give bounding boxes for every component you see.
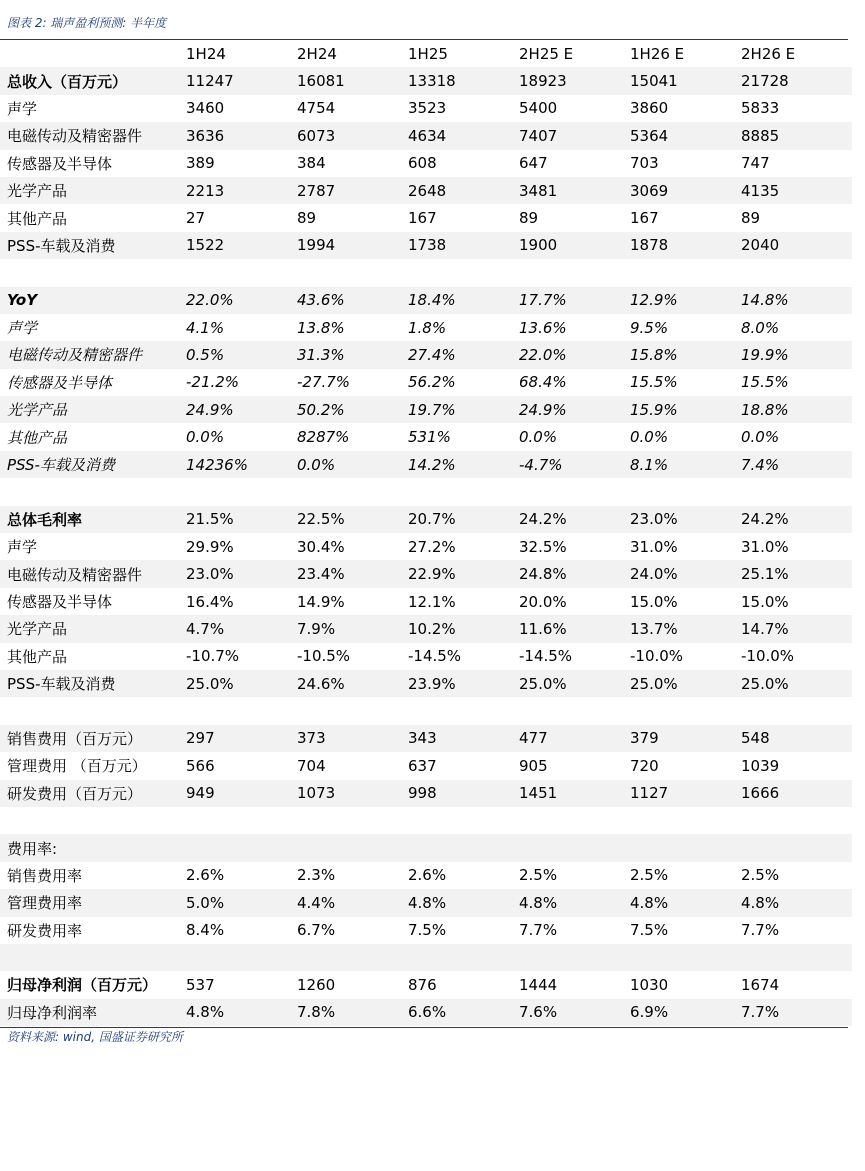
value-cell: 31.3% [297,341,408,368]
table-row [0,971,852,998]
value-cell: 56.2% [408,373,456,392]
value-cell: 0.0% [741,428,780,447]
value-cell: 6.6% [408,999,519,1026]
table-row [0,232,852,259]
value-cell: 720 [630,756,659,775]
value-cell: 389 [186,154,215,173]
table-row [0,287,852,314]
value-cell [741,697,852,724]
value-cell [630,478,741,505]
table-row [0,506,852,533]
value-cell [186,697,297,724]
value-cell: 3523 [408,99,447,118]
value-cell: 14236% [186,451,297,478]
table-row [0,834,852,861]
value-cell: 4.8% [741,889,852,916]
row-label [0,478,186,505]
value-cell [297,834,408,861]
table-row [0,177,852,204]
value-cell: 2213 [186,177,297,204]
value-cell: -4.7% [519,451,630,478]
value-cell: 4.4% [297,889,408,916]
row-label [0,807,186,834]
value-cell: 13.7% [630,615,741,642]
value-cell: 0.0% [297,451,408,478]
row-label: PSS-车载及消费 [0,451,186,478]
value-cell: 13.6% [519,318,567,337]
row-label: 电磁传动及精密器件 [0,122,186,149]
value-cell: 905 [519,756,548,775]
header-cell-2h24: 2H24 [297,44,337,63]
value-cell: 27.4% [408,341,519,368]
value-cell [519,478,630,505]
row-label: 总体毛利率 [0,506,186,533]
value-cell: 25.0% [741,670,852,697]
value-cell [630,259,741,286]
header-cell-1h26e: 1H26 E [630,44,685,63]
value-cell: 3069 [630,177,741,204]
row-label: PSS-车载及消费 [0,670,186,697]
value-cell: 25.1% [741,560,852,587]
value-cell: 1451 [519,780,630,807]
value-cell: 15.0% [741,592,789,611]
table-row [0,150,852,177]
table-row [0,725,852,752]
value-cell: 20.7% [408,506,519,533]
row-label: 研发费用（百万元） [0,780,186,807]
row-label: 光学产品 [0,615,186,642]
value-cell: 1.8% [408,318,447,337]
value-cell [519,807,630,834]
value-cell: 24.0% [630,560,741,587]
value-cell: 998 [408,780,519,807]
value-cell: 4.8% [408,889,519,916]
value-cell [297,944,408,971]
value-cell: 1039 [741,756,780,775]
value-cell: 297 [186,725,297,752]
value-cell: 5.0% [186,889,297,916]
value-cell: 379 [630,725,741,752]
value-cell: 5833 [741,99,780,118]
value-cell: 21728 [741,67,852,94]
table-row [0,862,852,889]
table-row [0,807,852,834]
value-cell: 14.9% [297,592,345,611]
value-cell: 4.7% [186,615,297,642]
value-cell: 1522 [186,232,297,259]
table-row [0,396,852,423]
value-cell: 19.9% [741,341,852,368]
value-cell: 2787 [297,177,408,204]
value-cell: 22.0% [186,287,297,314]
row-label: 管理费用率 [0,889,186,916]
value-cell: 68.4% [519,373,567,392]
row-label: 传感器及半导体 [7,593,113,611]
table-row [0,314,852,341]
value-cell [408,697,519,724]
table-row [0,697,852,724]
value-cell: 703 [630,154,659,173]
value-cell: 7.7% [741,921,780,940]
header-cell-1h25: 1H25 [408,44,448,63]
row-label: YoY [0,287,186,314]
value-cell: 11247 [186,67,297,94]
value-cell: 17.7% [519,287,630,314]
row-label: 光学产品 [0,177,186,204]
row-label: 归母净利润率 [0,999,186,1026]
value-cell: -14.5% [408,647,462,666]
value-cell: 6073 [297,122,408,149]
value-cell: 2.5% [630,866,669,885]
table-row [0,944,852,971]
value-cell: 0.0% [630,428,669,447]
value-cell: 1666 [741,780,852,807]
row-label [0,697,186,724]
value-cell: 14.8% [741,287,852,314]
table-row [0,560,852,587]
value-cell: 15.0% [630,592,678,611]
value-cell: 13.8% [297,318,345,337]
value-cell [297,697,408,724]
row-label: 其他产品 [7,428,68,447]
value-cell: 25.0% [186,670,297,697]
table-row [0,451,852,478]
table-row [0,588,852,615]
header-cell-1h24: 1H24 [186,44,226,63]
value-cell: 1073 [297,780,408,807]
value-cell: 23.4% [297,560,408,587]
value-cell [297,807,408,834]
table-row [0,259,852,286]
value-cell [186,834,297,861]
value-cell [408,834,519,861]
row-label: 总收入（百万元） [0,67,186,94]
row-label: 电磁传动及精密器件 [0,341,186,368]
value-cell: 343 [408,725,519,752]
table-row [0,615,852,642]
table-row [0,780,852,807]
value-cell: 704 [297,756,326,775]
value-cell: 1878 [630,232,741,259]
value-cell: 18.4% [408,287,519,314]
value-cell: 4135 [741,177,852,204]
figure-caption: 图表 2: 瑞声盈利预测: 半年度 [7,16,167,30]
value-cell: 50.2% [297,396,408,423]
value-cell [519,944,630,971]
value-cell: 1994 [297,232,408,259]
value-cell: 14.2% [408,451,519,478]
value-cell: 1900 [519,232,630,259]
value-cell: 23.9% [408,670,519,697]
row-label: 传感器及半导体 [7,373,113,392]
value-cell: 23.0% [186,560,297,587]
value-cell: 27 [186,209,206,228]
row-label: 光学产品 [0,396,186,423]
row-label: 销售费用率 [7,866,83,885]
value-cell: 30.4% [297,537,345,556]
value-cell [408,944,519,971]
header-cell-2h25e: 2H25 E [519,44,574,63]
value-cell: -27.7% [297,373,351,392]
forecast-table [0,40,852,1026]
value-cell: 0.5% [186,341,297,368]
value-cell: 12.9% [630,287,741,314]
value-cell [519,834,630,861]
value-cell: 2.5% [519,866,558,885]
value-cell: 7.7% [741,999,852,1026]
value-cell: 11.6% [519,615,630,642]
table-row [0,369,852,396]
value-cell: 23.0% [630,506,741,533]
value-cell: 949 [186,780,297,807]
value-cell: -10.0% [630,647,684,666]
value-cell: 21.5% [186,506,297,533]
value-cell: 29.9% [186,537,234,556]
table-row [0,478,852,505]
value-cell: 1260 [297,975,336,994]
row-label: 销售费用（百万元） [0,725,186,752]
value-cell: 537 [186,975,215,994]
table-row [0,423,852,450]
header-cell-label [0,40,186,67]
row-label: 声学 [7,319,38,338]
value-cell: 24.8% [519,560,630,587]
table-row [0,533,852,560]
value-cell: 4.8% [630,889,741,916]
value-cell: 16.4% [186,592,234,611]
value-cell: 647 [519,154,548,173]
value-cell: 15.9% [630,396,741,423]
value-cell: 6.7% [297,921,336,940]
value-cell [186,259,297,286]
value-cell: 43.6% [297,287,408,314]
value-cell: 22.9% [408,560,519,587]
value-cell [297,259,408,286]
table-row [0,67,852,94]
value-cell [186,944,297,971]
value-cell: -10.5% [297,647,351,666]
value-cell: 4754 [297,99,336,118]
value-cell [408,478,519,505]
value-cell: 22.0% [519,341,630,368]
value-cell: 16081 [297,67,408,94]
value-cell: 2040 [741,232,852,259]
value-cell: 19.7% [408,396,519,423]
value-cell [741,807,852,834]
value-cell [741,944,852,971]
value-cell: 14.7% [741,615,852,642]
value-cell: 384 [297,154,326,173]
value-cell: 637 [408,756,437,775]
row-label: PSS-车载及消费 [0,232,186,259]
value-cell: 1127 [630,780,741,807]
value-cell: 8.0% [741,318,780,337]
value-cell: 12.1% [408,592,456,611]
value-cell: 1738 [408,232,519,259]
value-cell [630,697,741,724]
table-row [0,999,852,1026]
value-cell: 7.4% [741,451,852,478]
value-cell [408,807,519,834]
value-cell: 3460 [186,99,225,118]
value-cell: 89 [741,209,761,228]
value-cell: 167 [630,209,659,228]
row-label: 其他产品 [7,647,68,666]
header-row [0,40,852,67]
value-cell: -14.5% [519,647,573,666]
value-cell: 7407 [519,122,630,149]
row-label: 电磁传动及精密器件 [0,560,186,587]
value-cell: 13318 [408,67,519,94]
value-cell: 8885 [741,122,852,149]
value-cell: 6.9% [630,999,741,1026]
row-label [0,259,186,286]
value-cell [630,834,741,861]
value-cell: 608 [408,154,437,173]
value-cell: 8287% [297,428,350,447]
value-cell: 25.0% [630,670,741,697]
value-cell: 24.2% [741,506,852,533]
value-cell: 89 [297,209,317,228]
value-cell: 7.5% [408,921,447,940]
value-cell: 10.2% [408,615,519,642]
source-note: 资料来源: wind, 国盛证券研究所 [7,1030,183,1044]
value-cell [408,259,519,286]
value-cell [741,478,852,505]
value-cell: 3481 [519,177,630,204]
value-cell [297,478,408,505]
value-cell: 7.5% [630,921,669,940]
value-cell: 5364 [630,122,741,149]
value-cell: 15.5% [741,373,789,392]
value-cell: 9.5% [630,318,669,337]
row-label: 其他产品 [7,209,68,228]
value-cell: 31.0% [741,537,789,556]
value-cell: 18923 [519,67,630,94]
value-cell: 2.6% [408,866,447,885]
value-cell: 7.9% [297,615,408,642]
value-cell [186,807,297,834]
value-cell: 20.0% [519,592,567,611]
value-cell: 2.3% [297,866,336,885]
value-cell: 89 [519,209,539,228]
row-label: 费用率: [0,834,186,861]
value-cell [519,259,630,286]
table-row [0,341,852,368]
value-cell: -21.2% [186,373,240,392]
value-cell: 24.9% [519,396,630,423]
value-cell: 0.0% [519,428,558,447]
value-cell: 3860 [630,99,669,118]
table-row [0,752,852,779]
table-row [0,204,852,231]
table-row [0,889,852,916]
value-cell: -10.7% [186,647,240,666]
value-cell: 2.6% [186,866,225,885]
table-row [0,122,852,149]
value-cell: 31.0% [630,537,678,556]
value-cell: 15.8% [630,341,741,368]
row-label: 归母净利润（百万元） [7,976,158,995]
value-cell: 4.8% [519,889,630,916]
row-label: 传感器及半导体 [7,154,113,173]
value-cell [630,944,741,971]
value-cell: 15041 [630,67,741,94]
value-cell: 7.8% [297,999,408,1026]
table-row [0,643,852,670]
value-cell: 24.9% [186,396,297,423]
value-cell: 876 [408,975,437,994]
value-cell: 477 [519,725,630,752]
header-cell-2h26e: 2H26 E [741,44,796,63]
table-row [0,917,852,944]
value-cell: 7.6% [519,999,630,1026]
value-cell: 18.8% [741,396,852,423]
value-cell: 747 [741,154,770,173]
value-cell: 8.4% [186,921,225,940]
value-cell: 566 [186,756,215,775]
value-cell: 32.5% [519,537,567,556]
value-cell: 3636 [186,122,297,149]
value-cell: 5400 [519,99,558,118]
value-cell: 24.2% [519,506,630,533]
value-cell: 167 [408,209,437,228]
row-label: 研发费用率 [7,921,83,940]
value-cell: 1444 [519,975,558,994]
value-cell: -10.0% [741,647,795,666]
value-cell: 4.8% [186,999,297,1026]
value-cell: 15.5% [630,373,678,392]
value-cell: 0.0% [186,428,225,447]
value-cell [519,697,630,724]
table-row [0,95,852,122]
value-cell: 1674 [741,975,780,994]
value-cell: 8.1% [630,451,741,478]
row-label [0,944,186,971]
table-body [0,40,852,1026]
row-label: 管理费用 （百万元） [7,757,147,776]
value-cell: 27.2% [408,537,456,556]
value-cell: 2648 [408,177,519,204]
table-row [0,670,852,697]
value-cell: 1030 [630,975,669,994]
value-cell: 22.5% [297,506,408,533]
value-cell: 531% [408,428,451,447]
value-cell [741,834,852,861]
row-label: 声学 [7,99,38,118]
row-label: 声学 [7,538,38,557]
value-cell: 548 [741,725,852,752]
value-cell: 7.7% [519,921,558,940]
value-cell [186,478,297,505]
value-cell: 24.6% [297,670,408,697]
value-cell: 4634 [408,122,519,149]
value-cell: 4.1% [186,318,225,337]
value-cell: 25.0% [519,670,630,697]
value-cell [630,807,741,834]
value-cell [741,259,852,286]
value-cell: 373 [297,725,408,752]
value-cell: 2.5% [741,866,780,885]
